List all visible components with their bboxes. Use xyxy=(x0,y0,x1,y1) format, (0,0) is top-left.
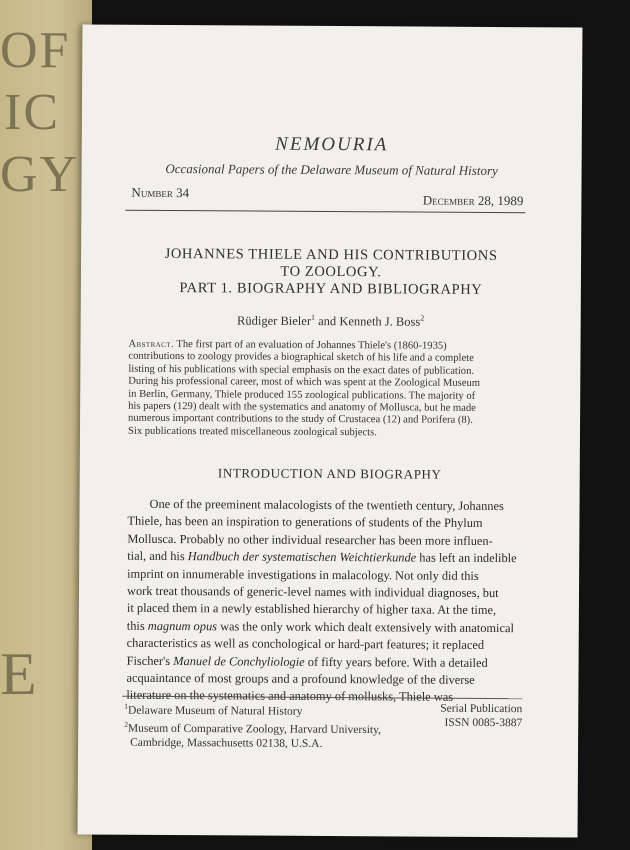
body-line: it placed them in a newly established hierarchy of higher taxa. At the time, xyxy=(126,601,497,618)
footnote-mark: 1 xyxy=(311,312,316,322)
footnotes xyxy=(124,700,381,751)
abstract-line: numerous important contributions to the study of Crustacea (12) and Porifera (8). xyxy=(128,413,473,427)
cover-bottom-letter: E xyxy=(0,641,37,707)
cover-title-fragment xyxy=(0,20,80,206)
title-line: TO ZOOLOGY. xyxy=(280,263,382,281)
body-line: characteristics as well as conchological or hard-part features; it replaced xyxy=(126,636,485,653)
article-title xyxy=(111,246,551,300)
book-title: magnum opus xyxy=(147,618,218,634)
cover-line: GY xyxy=(0,146,80,203)
body-text-run: tial, and his xyxy=(127,548,188,564)
cover-line: IC xyxy=(4,84,60,141)
body-line: One of the preeminent malacologists of the twentieth century, Johannes xyxy=(149,496,504,514)
abstract-line: his papers (129) dealt with the systematics and anatomy of Mollusca, but he made xyxy=(128,400,476,414)
title-line: JOHANNES THIELE AND HIS CONTRIBUTIONS xyxy=(164,245,498,265)
body-line xyxy=(127,548,527,568)
book-title: Handbuch der systematischen Weichtierkunde xyxy=(187,549,417,565)
author-name: Kenneth J. Boss xyxy=(339,314,421,329)
issue-date: December 28, 1989 xyxy=(422,192,524,209)
title-line: PART 1. BIOGRAPHY AND BIBLIOGRAPHY xyxy=(179,280,483,298)
abstract-line: Six publications treated miscellaneous zoological subjects. xyxy=(127,425,377,439)
journal-subtitle: Occasional Papers of the Delaware Museum of Natural History xyxy=(165,160,498,179)
footnote-mark: 2 xyxy=(124,719,128,729)
body-line: Mollusca. Probably no other individual researcher has been more influen- xyxy=(127,531,493,548)
serial-publication xyxy=(440,702,522,731)
footnote xyxy=(124,700,381,719)
journal-title: NEMOURIA xyxy=(275,133,389,156)
abstract-line: During his professional career, most of which was spent at the Zoological Museum xyxy=(128,375,481,390)
body-text-run: has left an indelible xyxy=(416,550,517,566)
issue-number: Number 34 xyxy=(131,184,190,201)
issn: ISSN 0085-3887 xyxy=(444,716,523,730)
authors xyxy=(81,311,581,330)
footnote-mark: 1 xyxy=(124,701,129,711)
cover-line: OF xyxy=(0,22,71,79)
body-line: Thiele, has been an inspiration to generations of students of the Phylum xyxy=(127,514,483,531)
abstract xyxy=(128,339,523,441)
body-line: acquaintance of most groups and a profound knowledge of the diverse xyxy=(126,670,475,687)
document-page xyxy=(78,24,583,837)
footnote-text: Museum of Comparative Zoology, Harvard University, xyxy=(127,722,382,736)
abstract-line: contributions to zoology provides a biographical sketch of his life and a complete xyxy=(128,351,474,365)
footnote: Cambridge, Massachusetts 02138, U.S.A. xyxy=(130,736,323,750)
issue-info xyxy=(131,185,523,209)
book-title: Manuel de Conchyliologie xyxy=(173,653,305,669)
body-line: work treat thousands of generic-level names with individual diagnoses, but xyxy=(126,583,499,601)
footnote-text: Delaware Museum of Natural History xyxy=(128,704,303,718)
abstract-line: in Berlin, Germany, Thiele produced 155 zoological publications. The majority of xyxy=(128,388,476,402)
body-text-run: of fifty years before. With a detailed xyxy=(304,654,488,670)
body-line: imprint on innumerable investigations in malacology. Not only did this xyxy=(127,566,479,583)
footnote-mark: 2 xyxy=(420,313,425,323)
section-heading: INTRODUCTION AND BIOGRAPHY xyxy=(217,465,442,482)
body-text xyxy=(126,496,527,707)
body-text-run: Fischer's xyxy=(126,653,174,668)
abstract-text: The first part of an evaluation of Johannes Thiele's (1860-1935) xyxy=(176,339,447,352)
header-rule xyxy=(125,210,525,213)
body-text-run: this xyxy=(126,618,148,633)
author-name: Rüdiger Bieler xyxy=(237,313,312,329)
abstract-line: listing of his publications with special emphasis on the exact dates of publication. xyxy=(128,363,475,377)
author-conjunction: and xyxy=(318,314,337,329)
body-text-run: was the only work which dealt extensively with anatomical xyxy=(216,619,514,635)
footnote xyxy=(124,718,381,737)
serial-label: Serial Publication xyxy=(440,702,523,716)
abstract-label: Abstract. xyxy=(128,338,174,351)
body-line: literature on the systematics and anatomy of mollusks, Thiele was xyxy=(126,688,454,705)
